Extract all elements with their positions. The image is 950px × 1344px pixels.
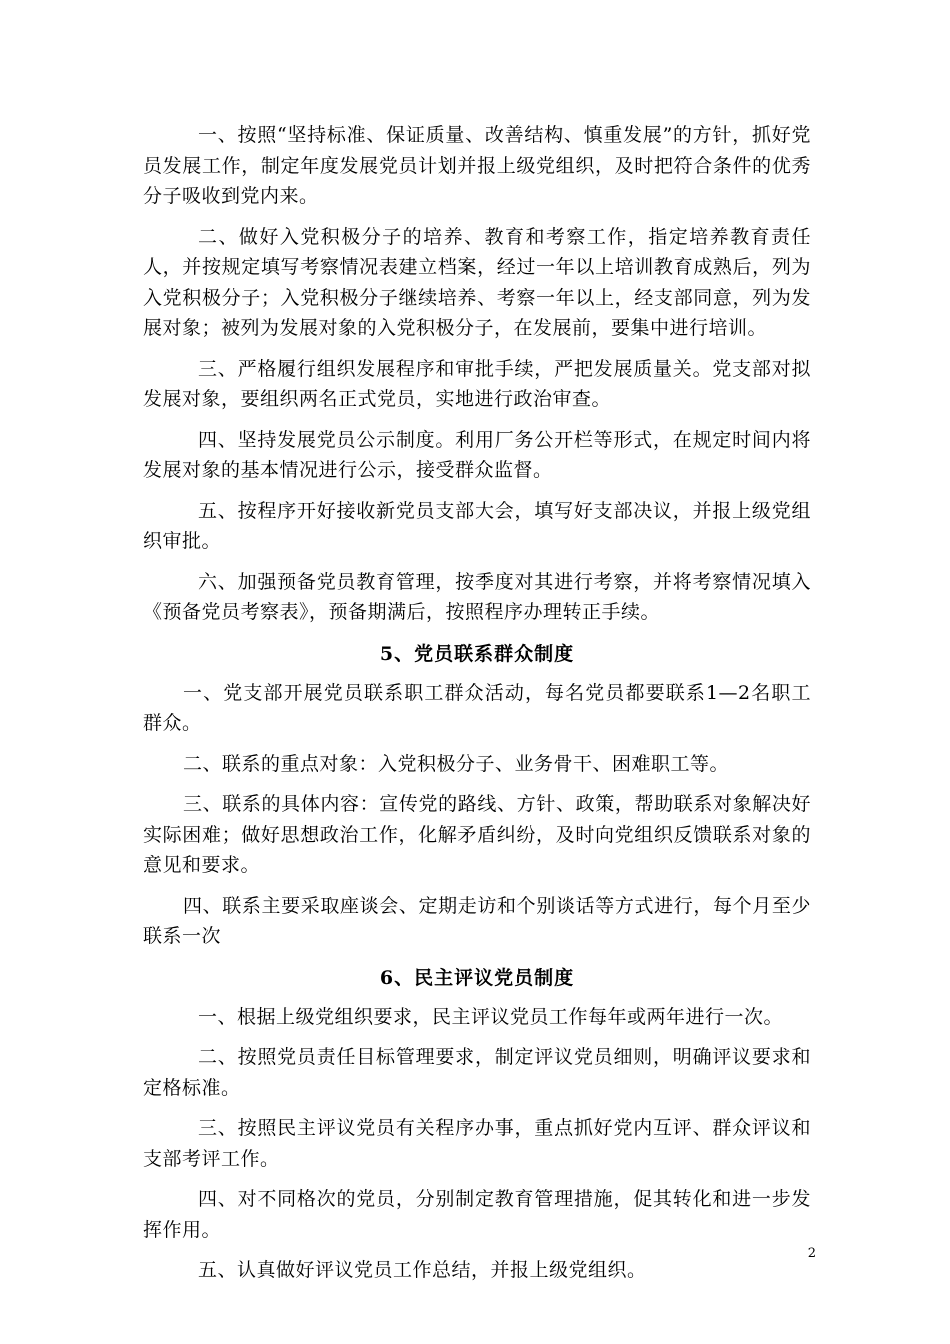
paragraph: 三、按照民主评议党员有关程序办事，重点抓好党内互评、群众评议和支部考评工作。 <box>143 1117 811 1170</box>
section-heading: 5、党员联系群众制度 <box>379 642 575 665</box>
paragraph: 六、加强预备党员教育管理，按季度对其进行考察，并将考察情况填入《预备党员考察表》，预备期满后，按照程序办理转正手续。 <box>143 570 811 623</box>
page-number: 2 <box>807 1246 816 1261</box>
paragraph: 五、按程序开好接收新党员支部大会，填写好支部决议，并报上级党组织审批。 <box>143 499 811 552</box>
document-body <box>143 120 811 1296</box>
paragraph: 四、联系主要采取座谈会、定期走访和个别谈话等方式进行，每个月至少联系一次 <box>143 894 811 947</box>
paragraph: 四、对不同格次的党员，分别制定教育管理措施，促其转化和进一步发挥作用。 <box>143 1188 811 1241</box>
paragraph: 一、按照“坚持标准、保证质量、改善结构、慎重发展”的方针，抓好党员发展工作，制定年度发展党员计划并报上级党组织，及时把符合条件的优秀分子吸收到党内来。 <box>143 124 811 207</box>
paragraph: 二、做好入党积极分子的培养、教育和考察工作，指定培养教育责任人，并按规定填写考察情况表建立档案，经过一年以上培训教育成熟后，列为入党积极分子；入党积极分子继续培养、考察一年以上，经支部同意，列为发展对象；被列为发展对象的入党积极分子，在发展前，要集中进行培训。 <box>143 225 811 339</box>
paragraph: 一、党支部开展党员联系职工群众活动，每名党员都要联系1—2名职工群众。 <box>143 681 811 734</box>
paragraph: 二、联系的重点对象：入党积极分子、业务骨干、困难职工等。 <box>183 752 730 775</box>
paragraph: 五、认真做好评议党员工作总结，并报上级党组织。 <box>198 1259 647 1281</box>
paragraph: 一、根据上级党组织要求，民主评议党员工作每年或两年进行一次。 <box>198 1005 784 1028</box>
paragraph: 二、按照党员责任目标管理要求，制定评议党员细则，明确评议要求和定格标准。 <box>143 1046 811 1099</box>
paragraph: 四、坚持发展党员公示制度。利用厂务公开栏等形式，在规定时间内将发展对象的基本情况进行公示，接受群众监督。 <box>143 428 811 481</box>
section-heading: 6、民主评议党员制度 <box>379 966 575 989</box>
paragraph: 三、联系的具体内容：宣传党的路线、方针、政策，帮助联系对象解决好实际困难；做好思想政治工作，化解矛盾纠纷，及时向党组织反馈联系对象的意见和要求。 <box>143 793 811 876</box>
paragraph: 三、严格履行组织发展程序和审批手续，严把发展质量关。党支部对拟发展对象，要组织两名正式党员，实地进行政治审查。 <box>143 357 811 410</box>
